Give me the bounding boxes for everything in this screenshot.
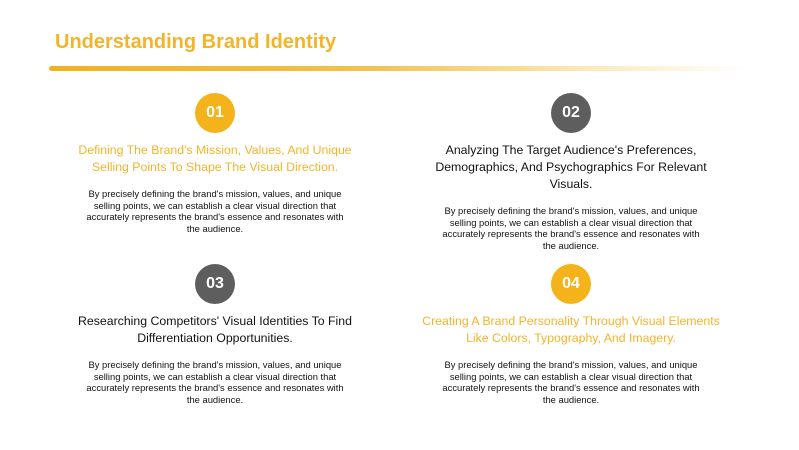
item-heading-2: Analyzing The Target Audience's Preferences, Demographics, And Psychographics For Relevant Visuals. xyxy=(435,143,707,191)
item-description-1: By precisely defining the brand's mission, values, and unique selling points, we can establish a clear visual direction that accurately represents the brand's essence and resonates with the audience. xyxy=(86,188,344,234)
title-underline xyxy=(49,66,749,71)
item-description-2: By precisely defining the brand's mission, values, and unique selling points, we can establish a clear visual direction that accurately represents the brand's essence and resonates with the audience. xyxy=(442,205,700,251)
step-badge-2: 02 xyxy=(551,93,591,133)
item-heading-4: Creating A Brand Personality Through Visual Elements Like Colors, Typography, And Imagery. xyxy=(422,314,720,345)
item-description-3: By precisely defining the brand's mission, values, and unique selling points, we can establish a clear visual direction that accurately represents the brand's essence and resonates with the audience. xyxy=(86,359,344,405)
page-title: Understanding Brand Identity xyxy=(55,31,337,53)
item-1 xyxy=(65,93,365,234)
step-badge-3: 03 xyxy=(195,264,235,304)
step-badge-4: 04 xyxy=(551,264,591,304)
item-heading-3: Researching Competitors' Visual Identities To Find Differentiation Opportunities. xyxy=(78,314,352,345)
item-heading-1: Defining The Brand's Mission, Values, And Unique Selling Points To Shape The Visual Direction. xyxy=(78,143,352,174)
step-badge-1: 01 xyxy=(195,93,235,133)
item-3 xyxy=(65,264,365,405)
item-description-4: By precisely defining the brand's mission, values, and unique selling points, we can establish a clear visual direction that accurately represents the brand's essence and resonates with the audience. xyxy=(442,359,700,405)
item-2 xyxy=(421,93,721,251)
item-4 xyxy=(421,264,721,405)
